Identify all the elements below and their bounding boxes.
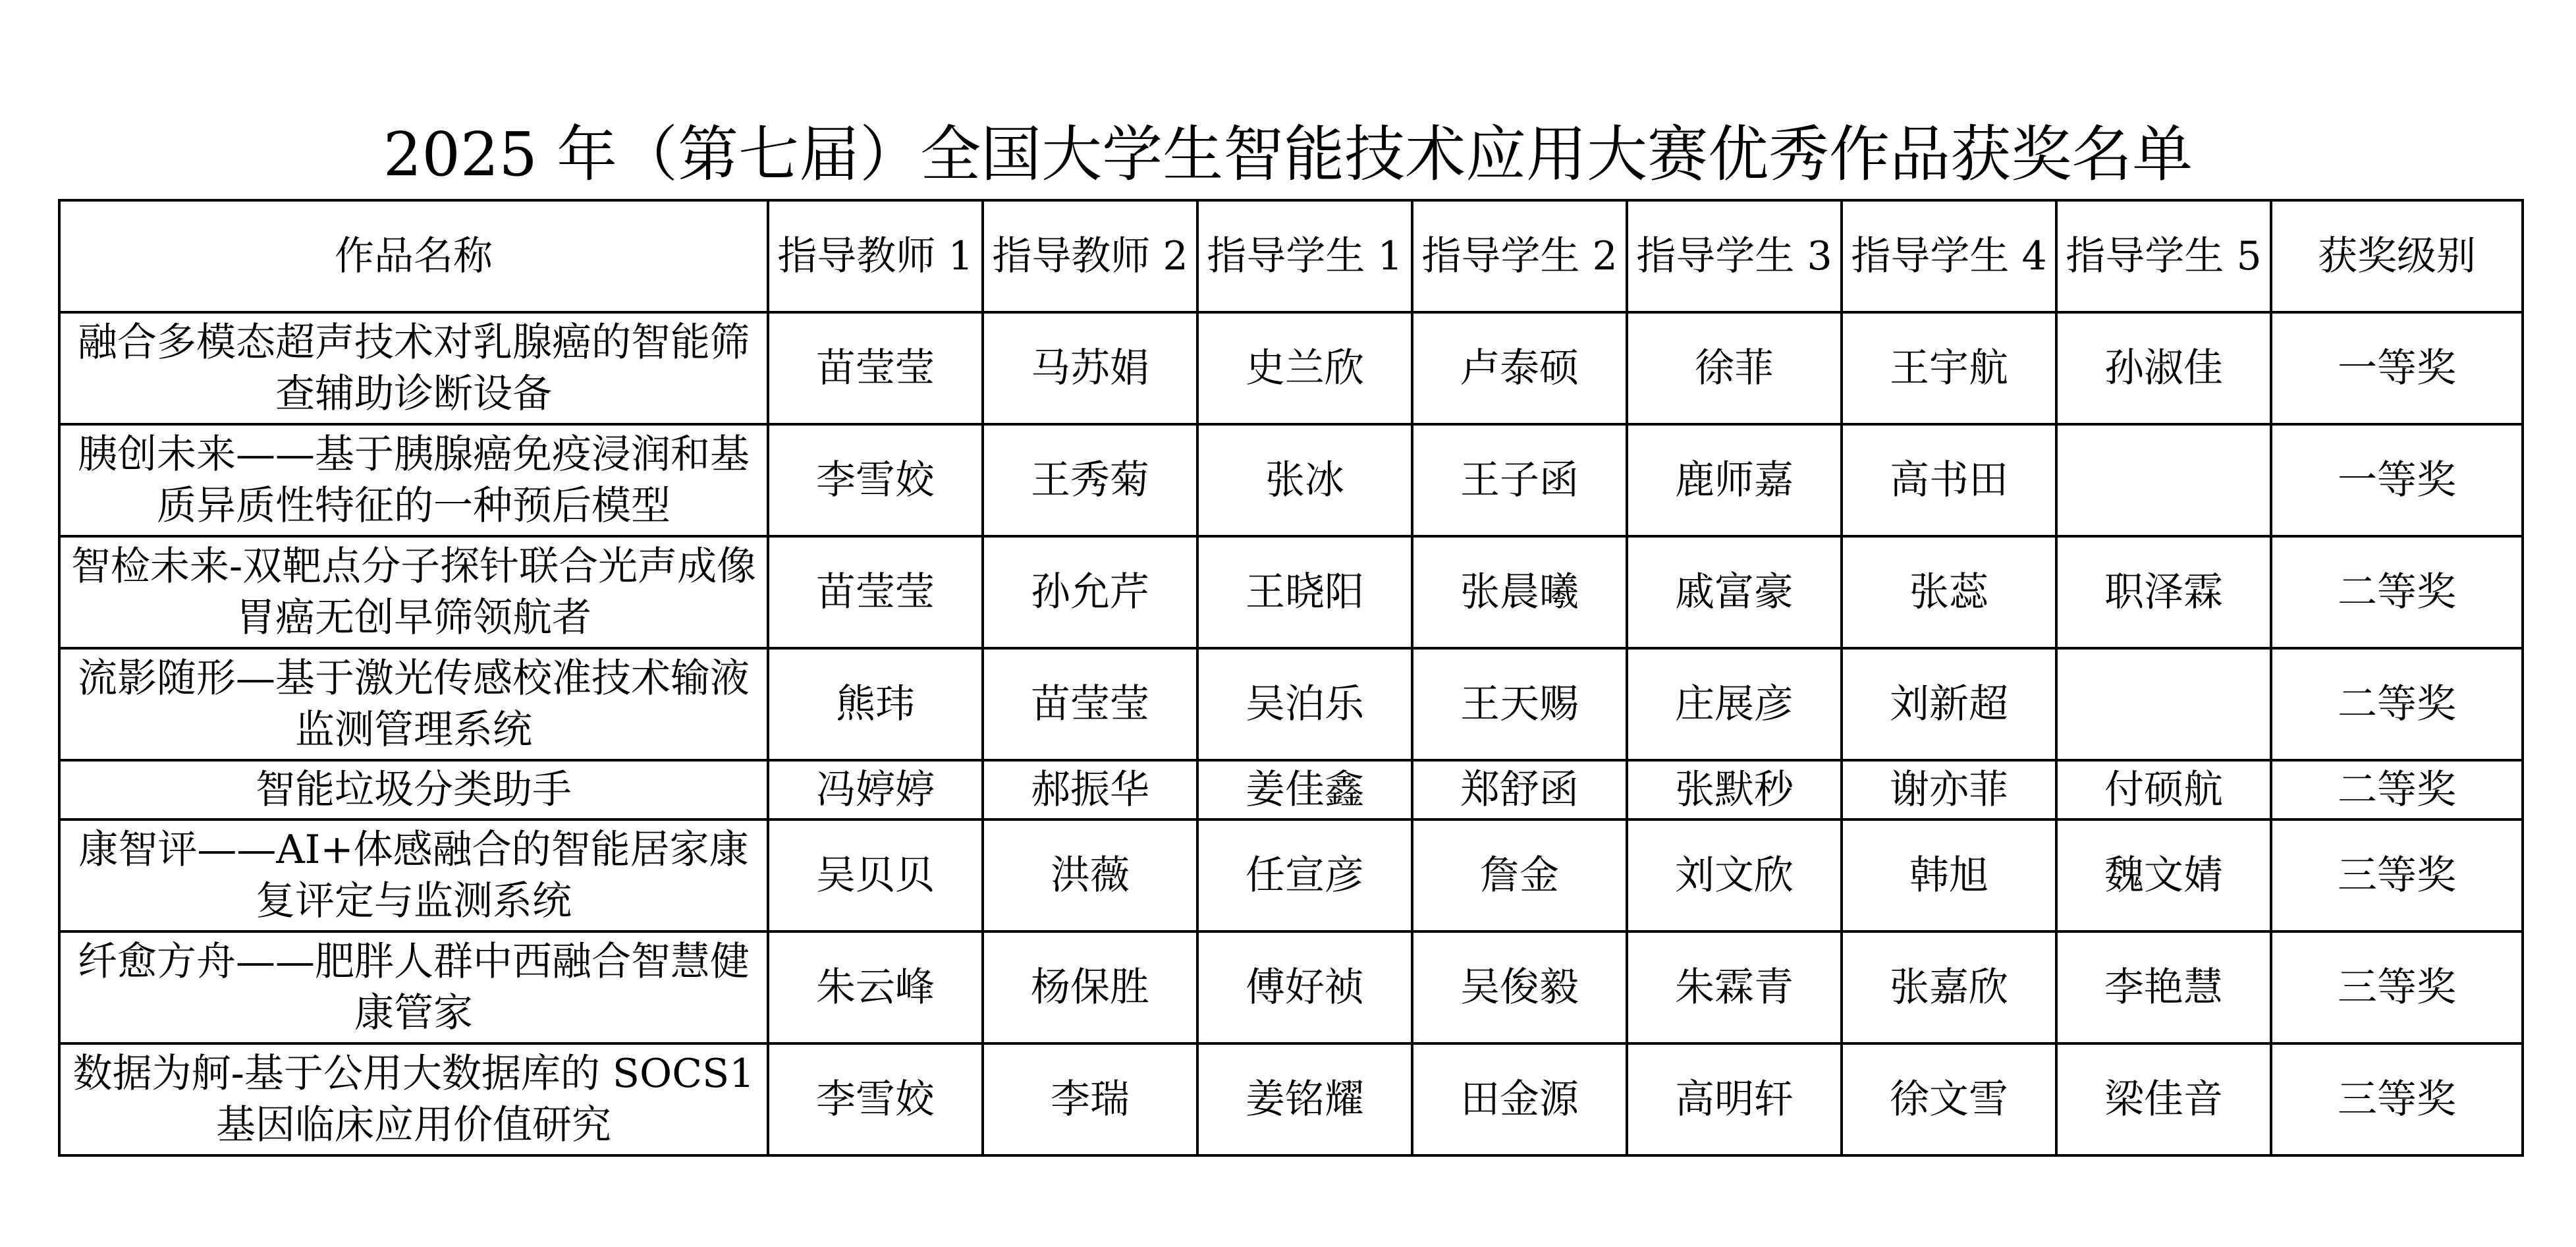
student2-cell: 田金源 (1412, 1043, 1627, 1155)
student3-cell: 刘文欣 (1627, 819, 1842, 931)
student5-cell: 魏文婧 (2056, 819, 2271, 931)
student2-cell: 吴俊毅 (1412, 931, 1627, 1043)
award-cell: 三等奖 (2271, 819, 2523, 931)
header-title: 作品名称 (59, 200, 768, 312)
student5-cell (2056, 424, 2271, 536)
header-student5: 指导学生 5 (2056, 200, 2271, 312)
student3-cell: 朱霖青 (1627, 931, 1842, 1043)
teacher1-cell: 朱云峰 (768, 931, 983, 1043)
work-title-cell: 融合多模态超声技术对乳腺癌的智能筛查辅助诊断设备 (59, 312, 768, 424)
teacher2-cell: 苗莹莹 (983, 648, 1197, 760)
student3-cell: 鹿师嘉 (1627, 424, 1842, 536)
work-title-cell: 纤愈方舟——肥胖人群中西融合智慧健康管家 (59, 931, 768, 1043)
student5-cell: 梁佳音 (2056, 1043, 2271, 1155)
student1-cell: 张冰 (1197, 424, 1412, 536)
awards-table (58, 199, 2524, 1157)
teacher1-cell: 李雪姣 (768, 1043, 983, 1155)
student2-cell: 郑舒函 (1412, 760, 1627, 819)
work-title-cell: 智能垃圾分类助手 (59, 760, 768, 819)
teacher2-cell: 王秀菊 (983, 424, 1197, 536)
teacher2-cell: 李瑞 (983, 1043, 1197, 1155)
student4-cell: 张嘉欣 (1842, 931, 2056, 1043)
student5-cell: 李艳慧 (2056, 931, 2271, 1043)
teacher2-cell: 郝振华 (983, 760, 1197, 819)
table-row (59, 536, 2523, 648)
student1-cell: 傅好祯 (1197, 931, 1412, 1043)
student1-cell: 王晓阳 (1197, 536, 1412, 648)
student4-cell: 刘新超 (1842, 648, 2056, 760)
student1-cell: 史兰欣 (1197, 312, 1412, 424)
teacher2-cell: 孙允芹 (983, 536, 1197, 648)
table-row (59, 648, 2523, 760)
award-cell: 一等奖 (2271, 312, 2523, 424)
student2-cell: 王子函 (1412, 424, 1627, 536)
award-cell: 二等奖 (2271, 760, 2523, 819)
student4-cell: 韩旭 (1842, 819, 2056, 931)
teacher2-cell: 杨保胜 (983, 931, 1197, 1043)
table-row (59, 312, 2523, 424)
table-row (59, 760, 2523, 819)
student1-cell: 姜佳鑫 (1197, 760, 1412, 819)
award-cell: 三等奖 (2271, 1043, 2523, 1155)
student3-cell: 庄展彦 (1627, 648, 1842, 760)
student2-cell: 王天赐 (1412, 648, 1627, 760)
student4-cell: 高书田 (1842, 424, 2056, 536)
student3-cell: 张默秒 (1627, 760, 1842, 819)
header-row (59, 200, 2523, 312)
table-row (59, 424, 2523, 536)
work-title-cell: 数据为舸-基于公用大数据库的 SOCS1 基因临床应用价值研究 (59, 1043, 768, 1155)
teacher1-cell: 熊玮 (768, 648, 983, 760)
award-cell: 二等奖 (2271, 536, 2523, 648)
student3-cell: 徐菲 (1627, 312, 1842, 424)
student1-cell: 吴泊乐 (1197, 648, 1412, 760)
work-title-cell: 康智评——AI+体感融合的智能居家康复评定与监测系统 (59, 819, 768, 931)
award-cell: 一等奖 (2271, 424, 2523, 536)
table-row (59, 819, 2523, 931)
award-cell: 三等奖 (2271, 931, 2523, 1043)
student4-cell: 王宇航 (1842, 312, 2056, 424)
work-title-cell: 流影随形—基于激光传感校准技术输液监测管理系统 (59, 648, 768, 760)
teacher1-cell: 苗莹莹 (768, 312, 983, 424)
teacher1-cell: 吴贝贝 (768, 819, 983, 931)
student4-cell: 谢亦菲 (1842, 760, 2056, 819)
document-title: 2025 年（第七届）全国大学生智能技术应用大赛优秀作品获奖名单 (383, 119, 2193, 190)
header-student4: 指导学生 4 (1842, 200, 2056, 312)
work-title-cell: 胰创未来——基于胰腺癌免疫浸润和基质异质性特征的一种预后模型 (59, 424, 768, 536)
header-student1: 指导学生 1 (1197, 200, 1412, 312)
student2-cell: 张晨曦 (1412, 536, 1627, 648)
teacher1-cell: 冯婷婷 (768, 760, 983, 819)
header-award: 获奖级别 (2271, 200, 2523, 312)
award-cell: 二等奖 (2271, 648, 2523, 760)
teacher2-cell: 马苏娟 (983, 312, 1197, 424)
teacher1-cell: 李雪姣 (768, 424, 983, 536)
header-teacher2: 指导教师 2 (983, 200, 1197, 312)
student5-cell: 付硕航 (2056, 760, 2271, 819)
header-teacher1: 指导教师 1 (768, 200, 983, 312)
student2-cell: 卢泰硕 (1412, 312, 1627, 424)
student5-cell: 职泽霖 (2056, 536, 2271, 648)
student2-cell: 詹金 (1412, 819, 1627, 931)
student4-cell: 张蕊 (1842, 536, 2056, 648)
student4-cell: 徐文雪 (1842, 1043, 2056, 1155)
table-row (59, 1043, 2523, 1155)
student1-cell: 姜铭耀 (1197, 1043, 1412, 1155)
work-title-cell: 智检未来-双靶点分子探针联合光声成像胃癌无创早筛领航者 (59, 536, 768, 648)
student3-cell: 戚富豪 (1627, 536, 1842, 648)
student5-cell: 孙淑佳 (2056, 312, 2271, 424)
student5-cell (2056, 648, 2271, 760)
header-student3: 指导学生 3 (1627, 200, 1842, 312)
student3-cell: 高明轩 (1627, 1043, 1842, 1155)
student1-cell: 任宣彦 (1197, 819, 1412, 931)
teacher1-cell: 苗莹莹 (768, 536, 983, 648)
table-row (59, 931, 2523, 1043)
teacher2-cell: 洪薇 (983, 819, 1197, 931)
header-student2: 指导学生 2 (1412, 200, 1627, 312)
